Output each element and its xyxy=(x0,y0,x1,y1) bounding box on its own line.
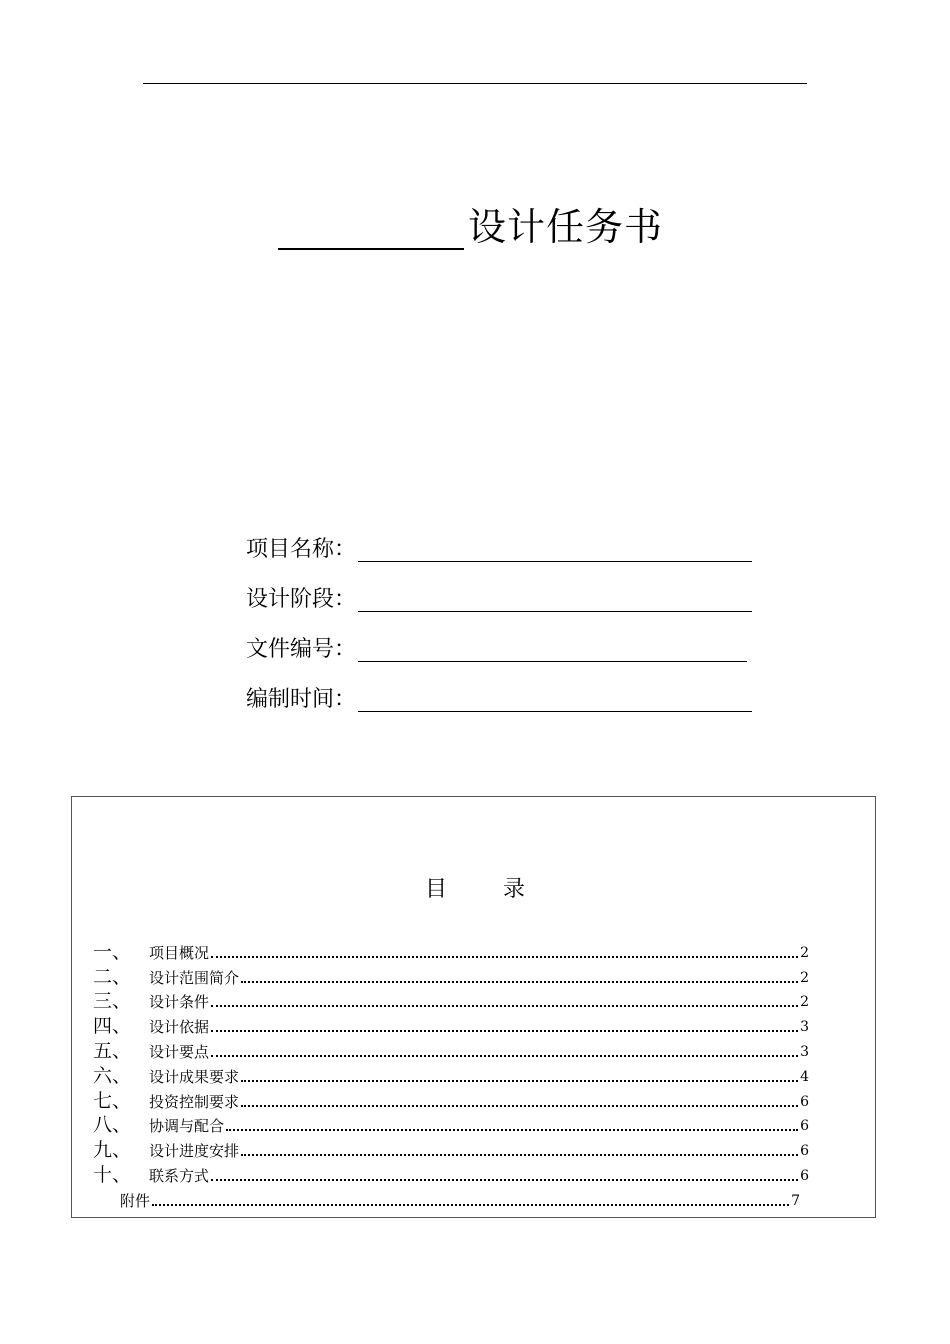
toc-item-title: 设计成果要求 xyxy=(149,1067,240,1086)
toc-item[interactable] xyxy=(93,988,809,1013)
toc-leader-dots xyxy=(211,956,798,958)
toc-item-page: 3 xyxy=(800,1019,809,1036)
field-label: 项目名称： xyxy=(246,537,357,562)
field-label: 设计阶段： xyxy=(246,587,357,612)
toc-item-title: 投资控制要求 xyxy=(149,1092,240,1111)
toc-title-right: 录 xyxy=(503,877,526,902)
toc-item-number: 九、 xyxy=(93,1139,132,1162)
toc-item[interactable] xyxy=(93,938,809,963)
toc-item-title: 协调与配合 xyxy=(149,1117,225,1136)
field-label: 文件编号： xyxy=(246,637,357,662)
toc-item[interactable] xyxy=(93,1112,809,1137)
toc-leader-dots xyxy=(241,981,798,983)
toc-item-title: 联系方式 xyxy=(149,1166,210,1185)
toc-appendix[interactable] xyxy=(93,1186,800,1211)
toc-title xyxy=(0,872,950,903)
field-compile-date xyxy=(246,684,752,714)
toc-item-number: 六、 xyxy=(93,1064,132,1087)
toc-item-page: 2 xyxy=(800,944,809,961)
toc-item-number: 七、 xyxy=(93,1089,132,1112)
toc-item-title: 设计条件 xyxy=(149,993,210,1012)
document-title xyxy=(278,200,663,250)
toc-item-page: 4 xyxy=(800,1068,809,1085)
toc-leader-dots xyxy=(211,1030,798,1032)
field-blank-line xyxy=(358,611,752,612)
toc-item-page: 6 xyxy=(800,1167,809,1184)
field-blank-line xyxy=(358,661,747,662)
toc-item-number: 八、 xyxy=(93,1114,132,1137)
toc-item-page: 6 xyxy=(800,1118,809,1135)
toc-leader-dots xyxy=(211,1055,798,1057)
toc-item[interactable] xyxy=(93,1161,809,1186)
toc-item-title: 设计进度安排 xyxy=(149,1142,240,1161)
toc-item[interactable] xyxy=(93,1012,809,1037)
toc-title-left: 目 xyxy=(424,877,447,902)
toc-item[interactable] xyxy=(93,1087,809,1112)
field-blank-line xyxy=(358,561,752,562)
toc-leader-dots xyxy=(226,1129,798,1131)
field-design-stage xyxy=(246,584,752,614)
toc-list xyxy=(93,938,809,1211)
field-document-number xyxy=(246,634,747,664)
field-project-name xyxy=(246,534,752,564)
toc-item-title: 项目概况 xyxy=(149,943,210,962)
toc-item[interactable] xyxy=(93,1136,809,1161)
toc-item-number: 四、 xyxy=(93,1015,132,1038)
toc-item-title: 设计依据 xyxy=(149,1018,210,1037)
field-label: 编制时间： xyxy=(246,687,357,712)
toc-item-page: 2 xyxy=(800,994,809,1011)
toc-leader-dots xyxy=(241,1154,798,1156)
toc-item-number: 十、 xyxy=(93,1163,132,1186)
toc-leader-dots xyxy=(211,1179,798,1181)
toc-item-number: 二、 xyxy=(93,965,132,988)
title-text: 设计任务书 xyxy=(468,205,664,249)
toc-item-number: 五、 xyxy=(93,1039,132,1062)
title-blank-line xyxy=(278,208,464,250)
toc-leader-dots xyxy=(211,1005,798,1007)
toc-item-number: 一、 xyxy=(93,940,132,963)
toc-item-title: 设计要点 xyxy=(149,1042,210,1061)
toc-item[interactable] xyxy=(93,1062,809,1087)
toc-item-number: 三、 xyxy=(93,990,132,1013)
toc-item-title: 设计范围简介 xyxy=(149,968,240,987)
header-rule xyxy=(143,83,807,84)
toc-leader-dots xyxy=(152,1204,789,1206)
toc-item[interactable] xyxy=(93,1037,809,1062)
toc-appendix-page: 7 xyxy=(791,1192,800,1209)
toc-item-page: 2 xyxy=(800,969,809,986)
toc-item[interactable] xyxy=(93,963,809,988)
toc-item-page: 6 xyxy=(800,1143,809,1160)
toc-leader-dots xyxy=(241,1080,798,1082)
toc-leader-dots xyxy=(241,1105,798,1107)
field-blank-line xyxy=(358,711,752,712)
toc-item-page: 6 xyxy=(800,1093,809,1110)
toc-item-page: 3 xyxy=(800,1043,809,1060)
toc-appendix-title: 附件 xyxy=(120,1191,151,1210)
